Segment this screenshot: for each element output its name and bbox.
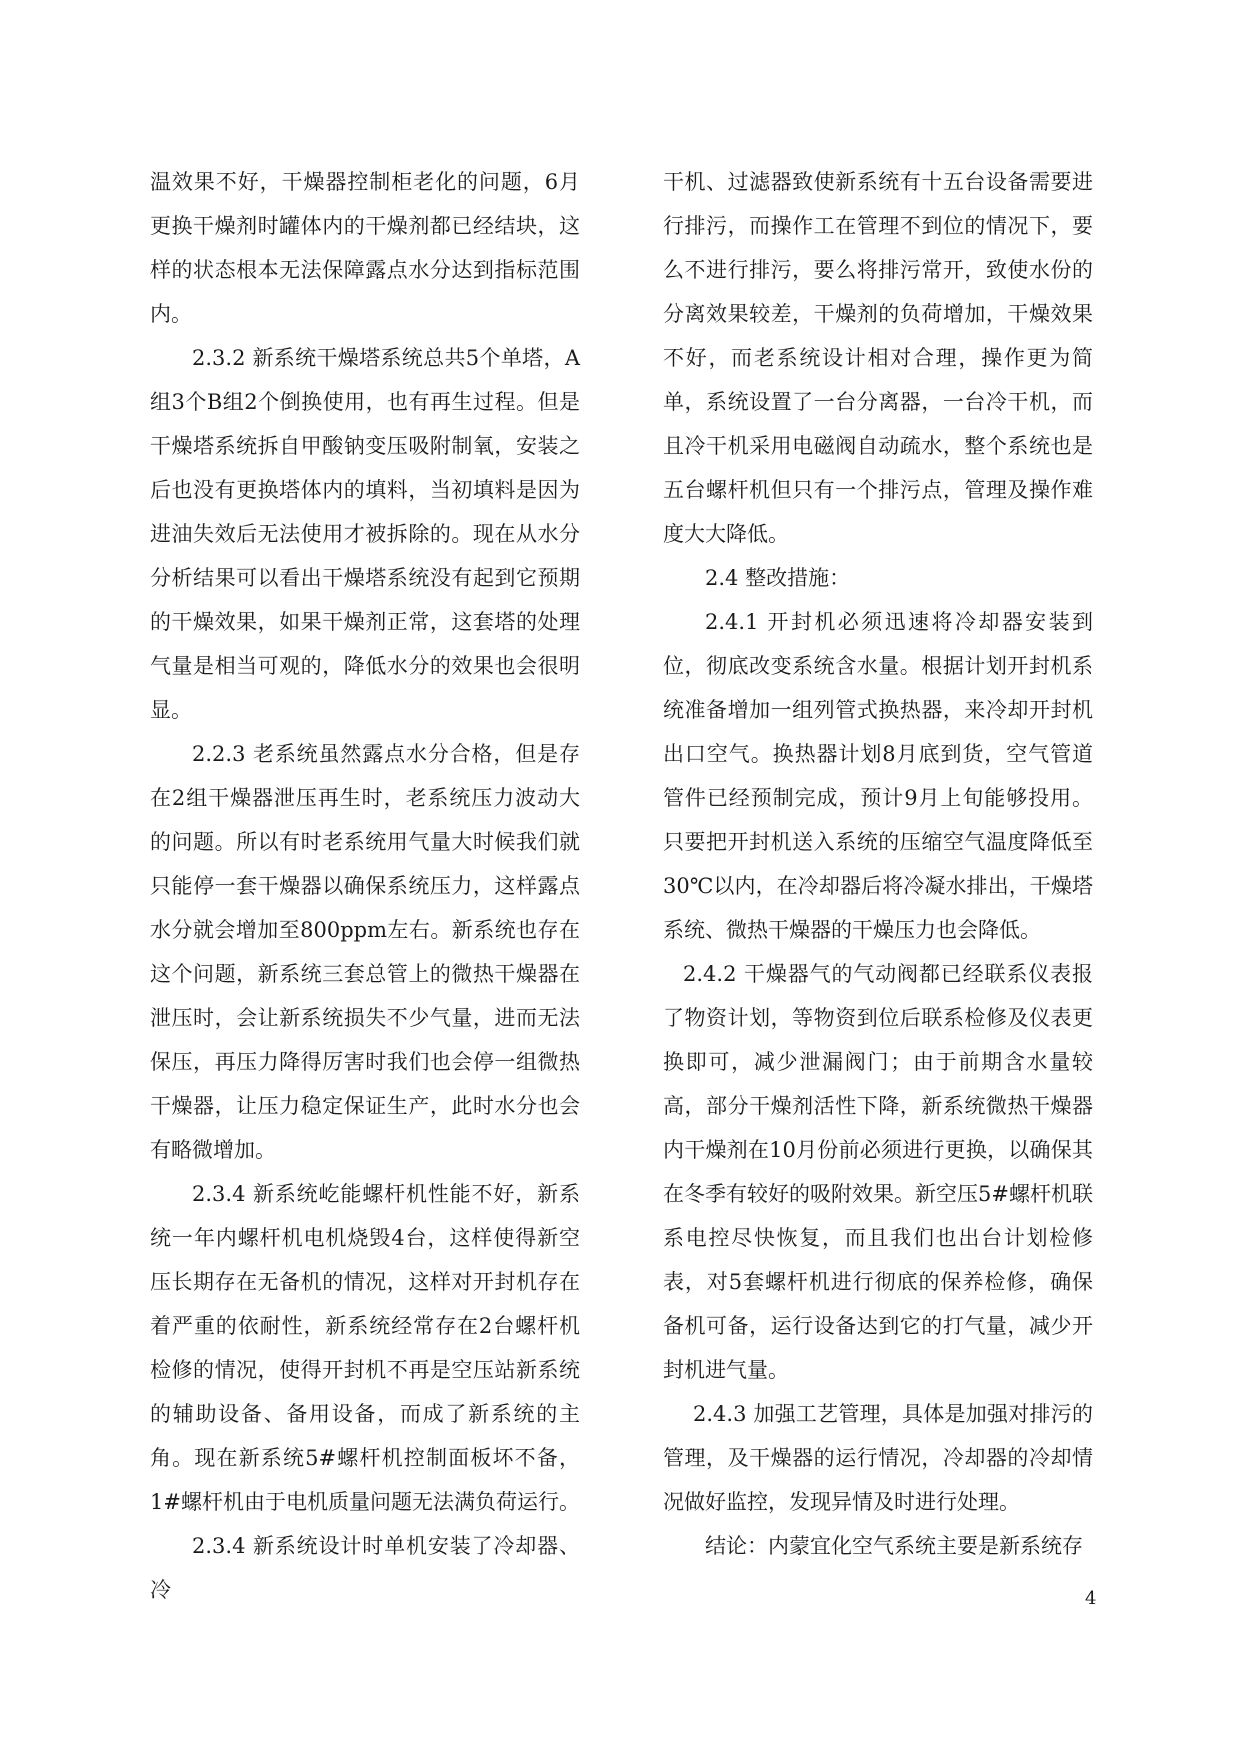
- heading-2-4: 2.4 整改措施：: [705, 566, 851, 590]
- paragraph-conclusion: 结论：内蒙宜化空气系统主要是新系统存: [705, 1534, 1083, 1558]
- left-column: [150, 160, 580, 1612]
- paragraph-2-4-3: 2.4.3 加强工艺管理，具体是加强对排污的管理，及干燥器的运行情况，冷却器的冷却情况做好监控，发现异情及时进行处理。: [663, 1402, 1093, 1514]
- page-number: 4: [1085, 1588, 1097, 1609]
- paragraph-2-3-2: 2.3.2 新系统干燥塔系统总共5个单塔，A组3个B组2个倒换使用，也有再生过程。但是干燥塔系统拆自甲酸钠变压吸附制氧，安装之后也没有更换塔体内的填料，当初填料是因为进油失效后无法使用才被拆除的。现在从水分分析结果可以看出干燥塔系统没有起到它预期的干燥效果，如果干燥剂正常，这套塔的处理气量是相当可观的，降低水分的效果也会很明显。: [150, 346, 580, 722]
- paragraph-2-3-4-design: 2.3.4 新系统设计时单机安装了冷却器、冷: [150, 1534, 580, 1602]
- right-column: [663, 160, 1093, 1568]
- paragraph-2-3-4-screw: 2.3.4 新系统屹能螺杆机性能不好，新系统一年内螺杆机电机烧毁4台，这样使得新空压长期存在无备机的情况，这样对开封机存在着严重的依耐性，新系统经常存在2台螺杆机检修的情况，使得开封机不再是空压站新系统的辅助设备、备用设备，而成了新系统的主角。现在新系统5#螺杆机控制面板坏不备，1#螺杆机由于电机质量问题无法满负荷运行。: [150, 1182, 580, 1514]
- paragraph-2-4-1: 2.4.1 开封机必须迅速将冷却器安装到位，彻底改变系统含水量。根据计划开封机系统准备增加一组列管式换热器，来冷却开封机出口空气。换热器计划8月底到货，空气管道管件已经预制完成，预计9月上旬能够投用。只要把开封机送入系统的压缩空气温度降低至30℃以内，在冷却器后将冷凝水排出，干燥塔系统、微热干燥器的干燥压力也会降低。: [663, 610, 1093, 942]
- paragraph-2-2-3: 2.2.3 老系统虽然露点水分合格，但是存在2组干燥器泄压再生时，老系统压力波动大的问题。所以有时老系统用气量大时候我们就只能停一套干燥器以确保系统压力，这样露点水分就会增加至800ppm左右。新系统也存在这个问题，新系统三套总管上的微热干燥器在泄压时，会让新系统损失不少气量，进而无法保压，再压力降得厉害时我们也会停一组微热干燥器，让压力稳定保证生产，此时水分也会有略微增加。: [150, 742, 580, 1162]
- paragraph-2-4-2: 2.4.2 干燥器气的气动阀都已经联系仪表报了物资计划，等物资到位后联系检修及仪表更换即可，减少泄漏阀门；由于前期含水量较高，部分干燥剂活性下降，新系统微热干燥器内干燥剂在10月份前必须进行更换，以确保其在冬季有较好的吸附效果。新空压5#螺杆机联系电控尽快恢复，而且我们也出台计划检修表，对5套螺杆机进行彻底的保养检修，确保备机可备，运行设备达到它的打气量，减少开封机进气量。: [663, 962, 1093, 1382]
- paragraph-continuation-right: 干机、过滤器致使新系统有十五台设备需要进行排污，而操作工在管理不到位的情况下，要么不进行排污，要么将排污常开，致使水份的分离效果较差，干燥剂的负荷增加，干燥效果不好，而老系统设计相对合理，操作更为简单，系统设置了一台分离器，一台冷干机，而且冷干机采用电磁阀自动疏水，整个系统也是五台螺杆机但只有一个排污点，管理及操作难度大大降低。: [663, 170, 1093, 546]
- paragraph-continuation: 温效果不好，干燥器控制柜老化的问题，6月更换干燥剂时罐体内的干燥剂都已经结块，这样的状态根本无法保障露点水分达到指标范围内。: [150, 170, 580, 326]
